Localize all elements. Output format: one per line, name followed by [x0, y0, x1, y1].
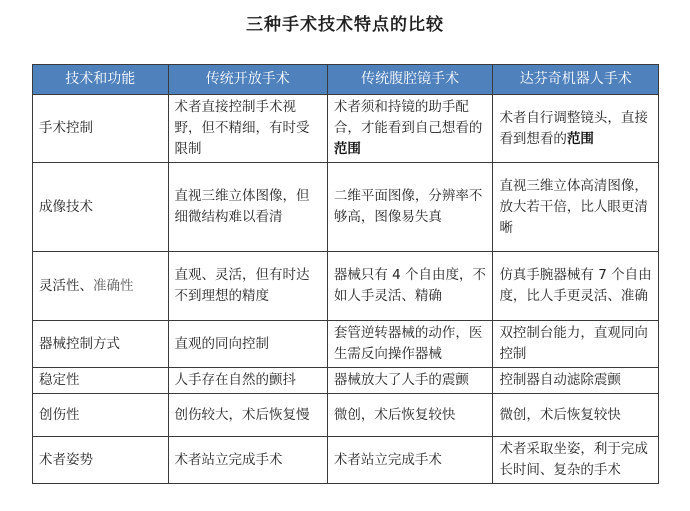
table-cell: 术者采取坐姿，利于完成长时间、复杂的手术	[493, 437, 659, 484]
table-cell: 术者站立完成手术	[327, 437, 493, 484]
table-cell: 直观的同向控制	[168, 321, 327, 368]
table-cell: 人手存在自然的颤抖	[168, 368, 327, 394]
table-cell: 直观、灵活，但有时达不到理想的精度	[168, 252, 327, 321]
table-cell: 微创，术后恢复较快	[327, 394, 493, 437]
table-row	[33, 394, 659, 437]
row-header	[33, 252, 169, 321]
cell-emphasis: 范围	[333, 141, 361, 157]
column-header-open-surgery: 传统开放手术	[168, 65, 327, 95]
table-cell: 术者站立完成手术	[168, 437, 327, 484]
table-cell: 仿真手腕器械有 7 个自由度，比人手更灵活、准确	[493, 252, 659, 321]
table-row	[33, 368, 659, 394]
table-cell: 直视三维立体高清图像，放大若干倍，比人眼更清晰	[493, 163, 659, 252]
table-cell: 器械只有 4 个自由度，不如人手灵活、精确	[327, 252, 493, 321]
table-cell	[327, 95, 493, 163]
row-header: 术者姿势	[33, 437, 169, 484]
table-row	[33, 95, 659, 163]
row-header: 创伤性	[33, 394, 169, 437]
table-cell: 套管逆转器械的动作，医生需反向操作器械	[327, 321, 493, 368]
row-header-accent: 准确性	[93, 277, 134, 294]
cell-emphasis: 范围	[566, 130, 594, 147]
table-row	[33, 321, 659, 368]
page-title: 三种手术技术特点的比较	[246, 15, 444, 35]
row-header: 器械控制方式	[33, 321, 169, 368]
column-header-feature: 技术和功能	[33, 65, 169, 95]
table-row	[33, 163, 659, 252]
column-header-robotic: 达芬奇机器人手术	[493, 65, 659, 95]
column-header-laparoscopic: 传统腹腔镜手术	[327, 65, 493, 95]
row-header: 手术控制	[33, 95, 169, 163]
table-cell: 创伤较大，术后恢复慢	[168, 394, 327, 437]
table-cell: 直视三维立体图像，但细微结构难以看清	[168, 163, 327, 252]
table-cell: 器械放大了人手的震颤	[327, 368, 493, 394]
table-cell: 二维平面图像，分辨率不够高，图像易失真	[327, 163, 493, 252]
table-cell	[493, 95, 659, 163]
header-row	[33, 65, 659, 95]
table-cell: 微创，术后恢复较快	[493, 394, 659, 437]
table-row	[33, 437, 659, 484]
table-cell: 双控制台能力，直观同向控制	[493, 321, 659, 368]
cell-text: 术者须和持镜的助手配合，才能看到自己想看的	[333, 99, 483, 136]
table-cell: 术者直接控制手术视野，但不精细，有时受限制	[168, 95, 327, 163]
cell-text: 术者自行调整镜头，直接看到想看的	[499, 109, 648, 147]
row-header: 稳定性	[33, 368, 169, 394]
row-header-text: 灵活性、	[39, 277, 93, 294]
table-row	[33, 252, 659, 321]
comparison-table	[32, 64, 659, 484]
row-header: 成像技术	[33, 163, 169, 252]
table-cell: 控制器自动滤除震颤	[493, 368, 659, 394]
